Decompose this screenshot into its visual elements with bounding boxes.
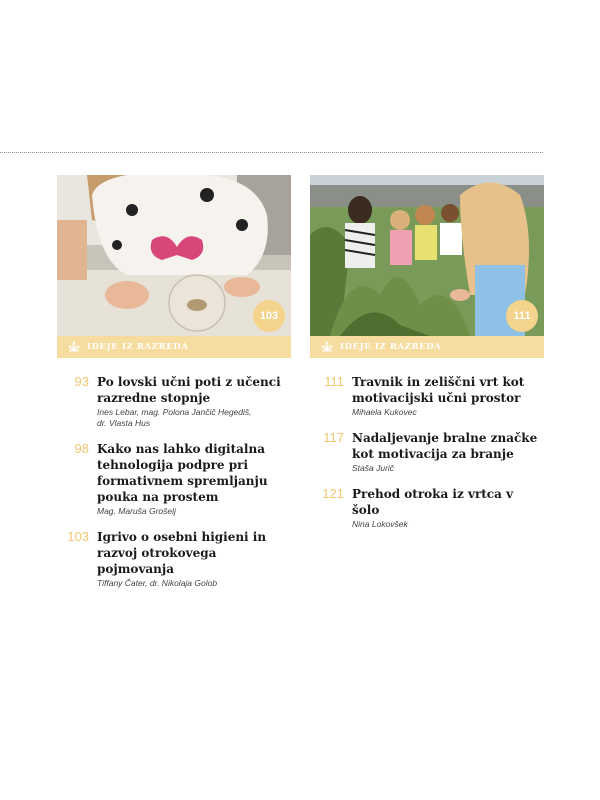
lotus-icon [67,340,81,354]
article-authors: Mihaela Kukovec [352,407,417,417]
toc-column-right [310,175,544,542]
article-photo [310,175,544,336]
article-title: Prehod otroka iz vrtca v šolo [352,487,514,517]
article-list [310,374,544,530]
section-label: IDEJE IZ RAZREDA [340,342,442,352]
dotted-divider [0,152,543,153]
article-photo [57,175,291,336]
toc-entry[interactable] [310,430,544,474]
article-authors: Mag. Maruša Grošelj [97,506,176,516]
article-authors: Staša Jurič [352,463,395,473]
article-authors: Tiffany Čater, dr. Nikolaja Golob [97,578,218,588]
page-number: 117 [323,430,344,445]
section-bar [310,336,544,358]
page-number: 93 [74,374,89,389]
page-number: 98 [74,441,89,456]
article-authors: Nina Lokovšek [352,519,408,529]
lotus-icon [320,340,334,354]
page-badge: 103 [253,300,285,332]
article-title: Travnik in zeliščni vrt kot motivacijski učni prostor [352,375,525,405]
toc-entry[interactable] [57,441,291,517]
page-number: 111 [324,374,344,389]
article-title: Kako nas lahko digitalna tehnologija podpre pri formativnem spremljanju pouka na prostem [97,442,268,504]
article-title: Nadaljevanje bralne značke kot motivacija za branje [352,431,538,461]
article-title: Po lovski učni poti z učenci razredne stopnje [97,375,281,405]
page-badge: 111 [506,300,538,332]
article-authors: Ines Lebar, mag. Polona Jančič Hegediš, dr. Vlasta Hus [97,407,252,428]
page-number: 121 [322,486,344,501]
article-title: Igrivo o osebni higieni in razvoj otrokovega pojmovanja [97,530,267,576]
toc-entry[interactable] [57,374,291,429]
page-number: 103 [67,529,89,544]
toc-entry[interactable] [57,529,291,589]
toc-entry[interactable] [310,486,544,530]
toc-entry[interactable] [310,374,544,418]
toc-column-left [57,175,291,601]
section-bar [57,336,291,358]
section-label: IDEJE IZ RAZREDA [87,342,189,352]
article-list [57,374,291,589]
